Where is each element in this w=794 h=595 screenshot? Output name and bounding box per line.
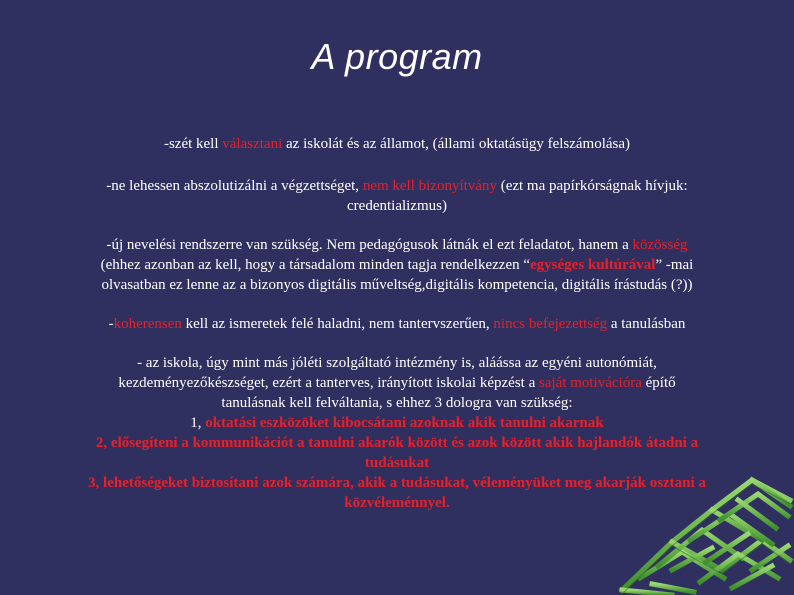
highlight-text: saját motivációra [539, 375, 642, 391]
text: (ezt ma papírkórságnak hívjuk: [496, 178, 688, 194]
text: - [108, 316, 114, 332]
text: a tanulásban [607, 316, 686, 332]
text: az iskolát és az államot, (állami oktatásügy felszámolása) [282, 136, 631, 152]
text: -ne lehessen abszolutizálni a végzettséget, [106, 178, 363, 194]
slide-body [40, 134, 754, 513]
highlight-text: nem kell bizonyítvány [362, 178, 497, 194]
text: 1, [190, 415, 206, 431]
text: - az iskola, úgy mint más jóléti szolgáltató intézmény is, aláássa az egyéni autonómiát, [137, 355, 657, 371]
highlight-text: közvéleménnyel. [344, 495, 450, 511]
paragraph-coherent-learning [40, 314, 754, 334]
line [40, 235, 754, 255]
line [40, 255, 754, 275]
text: építő [641, 375, 676, 391]
text: olvasatban ez lenne az a bizonyos digitális műveltség,digitális kompetencia, digitális írástudás (?)) [101, 277, 693, 293]
text: ” -mai [655, 257, 694, 273]
text: kezdeményezőkészséget, ezért a tanterves, irányított iskolai képzést a [118, 375, 539, 391]
highlight-text: választani [222, 136, 283, 152]
text: kell az ismeretek felé haladni, nem tantervszerűen, [185, 316, 494, 332]
highlight-text: 3, lehetőségeket biztosítani azok számára, akik a tudásukat, véleményüket meg akarják osztani a [88, 475, 706, 491]
line [40, 413, 754, 433]
paragraph-credentialism [40, 176, 754, 216]
highlight-text: egységes kultúrával [530, 257, 656, 273]
highlight-text: 2, elősegíteni a kommunikációt a tanulni akarók között és azok között akik hajlandók átadni a [95, 435, 699, 451]
text: -új nevelési rendszerre van szükség. Nem pedagógusok látnák el ezt feladatot, hanem a [106, 237, 633, 253]
text: tanulásnak kell felváltania, s ehhez 3 dologra van szükség: [221, 395, 573, 411]
text: credentializmus) [347, 198, 447, 214]
highlight-text: tudásukat [364, 455, 430, 471]
highlight-text: koherensen [113, 316, 186, 332]
paragraph-separate-school-state [40, 134, 754, 154]
green-maze-image [612, 470, 794, 595]
text: (ehhez azonban az kell, hogy a társadalom minden tagja rendelkezzen “ [100, 257, 531, 273]
line [40, 373, 754, 393]
highlight-text: oktatási eszközöket kibocsátani azoknak akik tanulni akarnak [205, 415, 604, 431]
highlight-text: nincs befejezettség [493, 316, 608, 332]
slide-title: A program [311, 36, 483, 77]
paragraph-new-education-system [40, 235, 754, 295]
highlight-text: közösség [632, 237, 688, 253]
text: -szét kell [163, 136, 223, 152]
line [40, 176, 754, 196]
